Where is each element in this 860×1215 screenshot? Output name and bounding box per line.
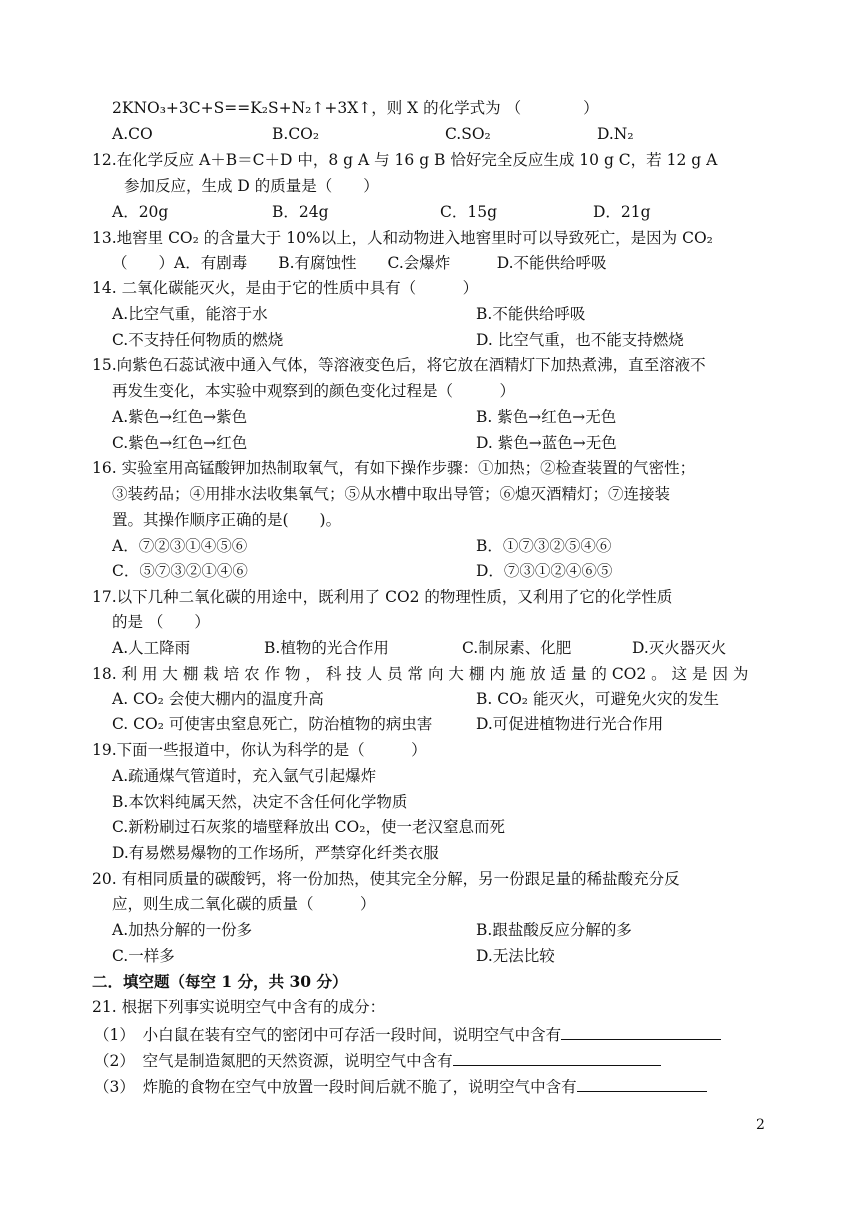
q21-blank-3[interactable]	[577, 1075, 707, 1092]
q19-option-a: A.疏通煤气管道时，充入氩气引起爆炸	[112, 767, 377, 785]
q20-option-a: A.加热分解的一份多	[112, 921, 253, 939]
section-heading: 二．填空题（每空 1 分，共 30 分）	[92, 972, 348, 991]
q21-blank-1[interactable]	[561, 1023, 721, 1040]
q14-option-b: B.不能供给呼吸	[476, 305, 586, 323]
q17-stem-line1: 17.以下几种二氧化碳的用途中，既利用了 CO2 的物理性质，又利用了它的化学性质	[92, 588, 673, 606]
q18-option-c: C. CO₂ 可使害虫窒息死亡，防治植物的病虫害	[112, 715, 433, 733]
q14-option-c: C.不支持任何物质的燃烧	[112, 331, 284, 349]
q18-option-d: D.可促进植物进行光合作用	[476, 715, 664, 733]
q21-item-1	[94, 1023, 721, 1045]
q12-option-b: B．24g	[272, 203, 329, 221]
q17-stem-line2: 的是 （ ）	[112, 613, 210, 631]
q21-item-1-number: （1）	[94, 1026, 128, 1044]
q20-stem-line2: 应，则生成二氧化碳的质量（ ）	[112, 895, 376, 913]
q20-stem-line1: 20. 有相同质量的碳酸钙，将一份加热，使其完全分解，另一份跟足量的稀盐酸充分反	[92, 870, 680, 888]
q21-item-3	[94, 1075, 707, 1097]
q18-option-a: A. CO₂ 会使大棚内的温度升高	[112, 690, 324, 708]
q16-stem-line3: 置。其操作顺序正确的是( )。	[112, 511, 342, 529]
q15-option-b: B. 紫色→红色→无色	[476, 408, 617, 426]
q21-stem: 21. 根据下列事实说明空气中含有的成分：	[92, 998, 386, 1016]
q16-option-d: D．⑦③①②④⑥⑤	[476, 562, 613, 580]
q16-stem-line1: 16. 实验室用高锰酸钾加热制取氧气，有如下操作步骤：①加热；②检查装置的气密性；	[92, 459, 696, 477]
q17-option-c: C.制尿素、化肥	[462, 639, 572, 657]
q21-item-2	[94, 1049, 661, 1071]
q17-option-a: A.人工降雨	[112, 639, 191, 657]
page-number: 2	[756, 1117, 765, 1133]
q16-option-c: C．⑤⑦③②①④⑥	[112, 562, 248, 580]
q17-option-d: D.灭火器灭火	[632, 639, 727, 657]
q16-option-b: B．①⑦③②⑤④⑥	[476, 537, 612, 555]
q15-stem-line1: 15.向紫色石蕊试液中通入气体，等溶液变色后，将它放在酒精灯下加热煮沸，直至溶液不	[92, 356, 706, 374]
q12-stem-line2: 参加反应，生成 D 的质量是（ ）	[124, 177, 379, 195]
q21-item-1-text: 小白鼠在装有空气的密闭中可存活一段时间，说明空气中含有	[127, 1026, 562, 1044]
q15-stem-line2: 再发生变化，本实验中观察到的颜色变化过程是（ ）	[112, 382, 516, 400]
q20-option-d: D.无法比较	[476, 947, 555, 965]
q21-item-3-text: 炸脆的食物在空气中放置一段时间后就不脆了，说明空气中含有	[127, 1078, 577, 1096]
q11-option-c: C.SO₂	[445, 125, 491, 143]
q11-option-a: A.CO	[112, 125, 153, 143]
q12-stem-line1: 12.在化学反应 A＋B＝C＋D 中，8 g A 与 16 g B 恰好完全反应生成 10 g C，若 12 g A	[92, 151, 718, 169]
q13-stem-line1: 13.地窖里 CO₂ 的含量大于 10%以上，人和动物进入地窖里时可以导致死亡，是因为 CO₂	[92, 229, 713, 247]
q20-option-b: B.跟盐酸反应分解的多	[476, 921, 632, 939]
q21-blank-2[interactable]	[453, 1049, 661, 1066]
q21-item-2-text: 空气是制造氮肥的天然资源，说明空气中含有	[127, 1052, 453, 1070]
q17-option-b: B.植物的光合作用	[264, 639, 389, 657]
q19-option-d: D.有易燃易爆物的工作场所，严禁穿化纤类衣服	[112, 844, 439, 862]
q21-item-3-number: （3）	[94, 1078, 128, 1096]
q14-stem: 14. 二氧化碳能灭火，是由于它的性质中具有（ ）	[92, 279, 479, 297]
q11-option-d: D.N₂	[597, 125, 634, 143]
q19-option-b: B.本饮料纯属天然，决定不含任何化学物质	[112, 793, 408, 811]
q11-equation: 2KNO₃+3C+S==K₂S+N₂↑+3X↑，则 X 的化学式为 （ ）	[112, 99, 599, 117]
q12-option-a: A．20g	[112, 203, 169, 221]
q11-option-b: B.CO₂	[272, 125, 320, 143]
q16-option-a: A．⑦②③①④⑤⑥	[112, 537, 248, 555]
q15-option-c: C.紫色→红色→红色	[112, 434, 248, 452]
q21-item-2-number: （2）	[94, 1052, 128, 1070]
q12-option-d: D．21g	[593, 203, 651, 221]
q18-option-b: B. CO₂ 能灭火，可避免火灾的发生	[476, 690, 719, 708]
q19-stem: 19.下面一些报道中，你认为科学的是（ ）	[92, 741, 427, 759]
q14-option-a: A.比空气重，能溶于水	[112, 305, 268, 323]
q13-stem-line2: （ ）A．有剧毒 B.有腐蚀性 C.会爆炸 D.不能供给呼吸	[112, 254, 607, 272]
q20-option-c: C.一样多	[112, 947, 175, 965]
q15-option-d: D. 紫色→蓝色→无色	[476, 434, 617, 452]
q19-option-c: C.新粉刷过石灰浆的墙壁释放出 CO₂，使一老汉窒息而死	[112, 818, 505, 836]
q15-option-a: A.紫色→红色→紫色	[112, 408, 248, 426]
q12-option-c: C．15g	[440, 203, 498, 221]
q14-option-d: D. 比空气重，也不能支持燃烧	[476, 331, 684, 349]
q16-stem-line2: ③装药品；④用排水法收集氧气；⑤从水槽中取出导管；⑥熄灭酒精灯；⑦连接装	[112, 485, 671, 503]
q18-stem: 18. 利 用 大 棚 栽 培 农 作 物 ， 科 技 人 员 常 向 大 棚 内 施 放 适 量 的 CO2 。 这 是 因 为	[92, 665, 749, 683]
